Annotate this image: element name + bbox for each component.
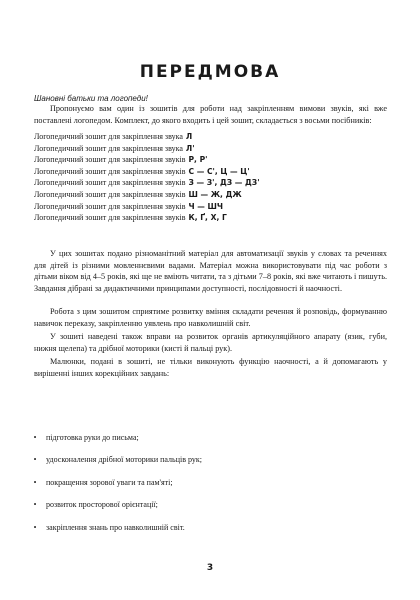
list-item [30,471,390,494]
notebook-title: Логопедичний зошит для закріплення звуків [34,178,186,188]
page-number: 3 [206,563,214,573]
notebook-sound: К, Ґ, Х, Г [188,213,227,223]
notebook-title: Логопедичний зошит для закріплення звуків [34,201,186,211]
notebook-item [34,189,387,201]
notebook-sound: Ш — Ж, ДЖ [188,189,242,199]
bullet-icon: • [33,477,37,487]
body-paragraph: Робота з цим зошитом сприятиме розвитку вміння складати речення й розповідь, формуванню навичок переказу, закріпленню уявлень про навколишній світ. [34,307,387,328]
notebook-item [34,177,387,189]
salutation: Шановні батьки та логопеди! [34,94,148,103]
list-item-text: удосконалення дрібної моторики пальців рук; [46,455,202,465]
notebook-item [34,131,387,143]
notebook-sound: Р, Р' [188,155,208,165]
notebook-item [34,166,387,178]
notebook-item [34,154,387,166]
bullet-icon: • [33,500,37,510]
list-item [30,449,390,472]
body-paragraph: У цих зошитах подано різноманітний матеріал для автоматизації звуків у словах та реченнях для дітей із різними мовленнєвими вадами. Матеріал можна використовувати під час роботи з дітьми віком від 4–5 років, які ще не вміють читати, та з дітьми 7–8 років, які вже читають і пишуть. Завдання дібрані за дидактичними принципами доступності, послідовності й наочності. [34,249,387,293]
bullet-icon: • [33,455,37,465]
notebook-item [34,201,387,213]
notebook-item [34,212,387,224]
bullet-icon: • [33,522,37,532]
notebook-sound: Л [185,132,193,141]
page-title: ПЕРЕДМОВА [139,62,281,82]
notebook-title: Логопедичний зошит для закріплення звуків [34,155,186,165]
notebook-sound: С — С', Ц — Ц' [188,166,250,176]
list-item [30,426,390,449]
body-paragraph: У зошиті наведені також вправи на розвиток органів артикуляційного апарату (язик, губи, нижня щелепа) та дрібної моторики (кисті й пальці рук). [34,332,387,353]
notebook-title: Логопедичний зошит для закріплення звука [34,132,183,141]
notebook-title: Логопедичний зошит для закріплення звука [34,143,183,153]
list-item-text: розвиток просторової орієнтації; [46,500,158,510]
bullet-icon: • [33,432,37,442]
task-list [30,426,390,539]
notebook-title: Логопедичний зошит для закріплення звуків [34,166,186,176]
intro-paragraph: Пропонуємо вам один із зошитів для роботи над закріпленням вимови звуків, які вже поставлені логопедом. Комплект, до якого входить і цей зошит, складається з восьми посібників: [34,104,387,125]
notebook-item [34,143,387,155]
list-item-text: покращення зорової уваги та пам'яті; [46,477,173,487]
notebook-sound: Л' [185,143,195,153]
list-item [30,516,390,539]
list-item [30,494,390,517]
notebook-title: Логопедичний зошит для закріплення звуків [34,213,186,223]
notebook-sound: Ч — ШЧ [188,201,224,211]
notebook-list [34,131,387,224]
body-paragraph: Малюнки, подані в зошиті, не тільки виконують функцію наочності, а й допомагають у вирішенні інших корекційних завдань: [34,357,387,378]
notebook-sound: З — З', ДЗ — ДЗ' [188,178,260,188]
list-item-text: підготовка руки до письма; [46,432,139,442]
list-item-text: закріплення знань про навколишній світ. [46,522,185,532]
notebook-title: Логопедичний зошит для закріплення звуків [34,189,186,199]
